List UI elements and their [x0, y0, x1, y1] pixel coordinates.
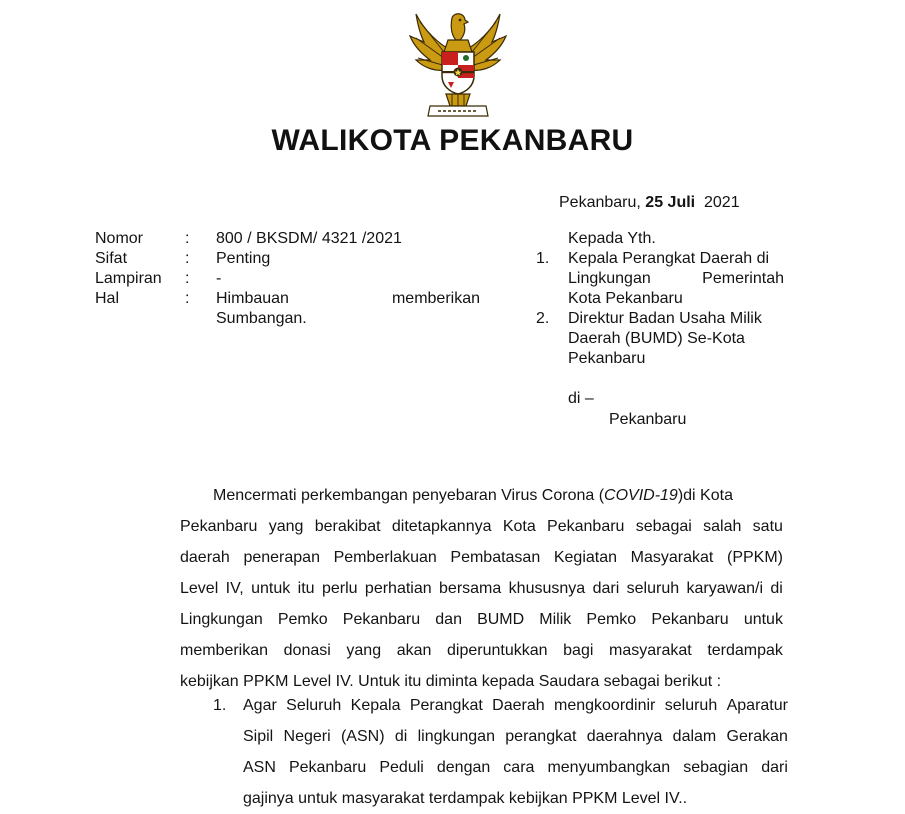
word: Kegiatan — [553, 549, 618, 566]
meta-value-sifat: Penting — [216, 250, 271, 267]
word: perhatian — [364, 580, 432, 597]
word: Milik — [539, 611, 572, 628]
word: ditetapkannya — [391, 518, 492, 535]
garuda-emblem-icon — [408, 12, 508, 120]
word: Kepala — [350, 697, 401, 714]
word: menyumbangkan — [547, 759, 671, 776]
word: Seluruh — [286, 697, 342, 714]
word: Pembatasan — [450, 549, 541, 566]
addressee-line: Daerah (BUMD) Se-Kota — [568, 330, 745, 347]
word: Pekanbaru — [342, 611, 421, 628]
word: memberikan — [180, 642, 269, 659]
addressee-di: di – — [568, 390, 594, 407]
body-line: kebijkan PPKM Level IV. Untuk itu diminta kepada Saudara sebagai berikut : — [180, 673, 722, 690]
word: khususnya — [508, 580, 586, 597]
meta-label: Nomor — [95, 230, 144, 247]
word: untuk — [743, 611, 783, 628]
word: bersama — [439, 580, 502, 597]
word: yang — [268, 518, 304, 535]
addressee-city: Pekanbaru — [609, 411, 687, 428]
word: berakibat — [314, 518, 381, 535]
word: Masyarakat — [630, 549, 714, 566]
word: IV, — [225, 580, 244, 597]
body-text-segment: Mencermati perkembangan penyebaran Virus Corona ( — [213, 487, 605, 504]
word: daerahnya — [586, 728, 663, 745]
addressee-word: Pemerintah — [702, 270, 784, 287]
meta-colon: : — [185, 230, 190, 247]
meta-colon: : — [185, 250, 190, 267]
meta-colon: : — [185, 270, 190, 287]
addressee-line — [568, 269, 784, 289]
word: Gerakan — [726, 728, 788, 745]
word: daerah — [180, 549, 230, 566]
word: diperuntukkan — [447, 642, 548, 659]
word: perlu — [321, 580, 358, 597]
word: (ASN) — [340, 728, 385, 745]
addressee-line: Kota Pekanbaru — [568, 290, 683, 307]
word: Pemko — [277, 611, 328, 628]
word: karyawan/i — [686, 580, 763, 597]
word: sebagian — [683, 759, 749, 776]
word: ASN — [243, 759, 276, 776]
word: di — [394, 728, 408, 745]
hal-line: Sumbangan. — [216, 310, 307, 327]
body-line — [180, 480, 783, 511]
word: Kota — [502, 518, 536, 535]
list-number: 1. — [213, 697, 227, 714]
word: dan — [435, 611, 462, 628]
addressee-line: Pekanbaru — [568, 350, 646, 367]
word: dalam — [672, 728, 717, 745]
addressee-number: 2. — [536, 310, 550, 327]
hal-word: Himbauan — [216, 290, 289, 307]
body-text — [213, 480, 733, 511]
addressee-line: Kepala Perangkat Daerah di — [568, 250, 770, 267]
word: BUMD — [477, 611, 525, 628]
word: Pekanbaru — [547, 518, 625, 535]
hal-line — [216, 289, 480, 309]
word: Negeri — [283, 728, 331, 745]
word: Pekanbaru — [651, 611, 729, 628]
letter-title: WALIKOTA PEKANBARU — [271, 124, 634, 157]
meta-label: Lampiran — [95, 270, 162, 287]
word: masyarakat — [609, 642, 692, 659]
meta-value-nomor: 800 / BKSDM/ 4321 /2021 — [216, 230, 402, 247]
body-line — [180, 511, 783, 542]
list-line — [243, 721, 788, 752]
body-line — [180, 542, 783, 573]
word: mengkoordinir — [554, 697, 656, 714]
letter-date — [559, 194, 740, 212]
body-line — [180, 573, 783, 604]
meta-value-hal — [216, 289, 480, 329]
word: dari — [592, 580, 620, 597]
addressee-heading: Kepada Yth. — [568, 230, 656, 247]
meta-colon: : — [185, 290, 190, 307]
word: Aparatur — [726, 697, 788, 714]
word: sebagai — [635, 518, 692, 535]
meta-label: Hal — [95, 290, 120, 307]
word: Sipil — [243, 728, 274, 745]
word: Level — [180, 580, 219, 597]
list-line: gajinya untuk masyarakat terdampak kebijkan PPKM Level IV.. — [243, 790, 688, 807]
word: akan — [396, 642, 432, 659]
body-line — [180, 635, 783, 666]
addressee-line: Direktur Badan Usaha Milik — [568, 310, 762, 327]
word: Pekanbaru — [180, 518, 258, 535]
word: Pemko — [586, 611, 637, 628]
word: Lingkungan — [180, 611, 263, 628]
word: bagi — [563, 642, 594, 659]
word: perangkat — [505, 728, 577, 745]
word: cara — [503, 759, 535, 776]
word: penerapan — [243, 549, 320, 566]
body-text-italic: COVID-19 — [604, 487, 678, 504]
hal-word: memberikan — [391, 290, 480, 307]
list-line — [243, 690, 788, 721]
word: untuk — [251, 580, 291, 597]
body-paragraph — [180, 480, 783, 697]
word: Pekanbaru — [288, 759, 367, 776]
body-text-segment: )di Kota — [677, 487, 733, 504]
date-place: Pekanbaru, — [559, 194, 641, 211]
word: seluruh — [626, 580, 680, 597]
list-item — [243, 690, 788, 814]
word: dengan — [436, 759, 491, 776]
word: salah — [703, 518, 742, 535]
word: Perangkat — [409, 697, 483, 714]
word: satu — [752, 518, 783, 535]
addressee-number: 1. — [536, 250, 550, 267]
addressee-lines — [568, 249, 784, 309]
body-line — [180, 604, 783, 635]
word: lingkungan — [417, 728, 495, 745]
word: itu — [297, 580, 315, 597]
word: terdampak — [707, 642, 783, 659]
addressee-lines — [568, 309, 784, 369]
word: Daerah — [492, 697, 545, 714]
word: (PPKM) — [726, 549, 783, 566]
date-day-month: 25 Juli — [645, 194, 696, 211]
addressee-word: Lingkungan — [568, 270, 651, 287]
word: di — [770, 580, 783, 597]
word: yang — [346, 642, 382, 659]
meta-value-lampiran: - — [216, 270, 222, 287]
word: dari — [761, 759, 788, 776]
word: seluruh — [664, 697, 718, 714]
date-year: 2021 — [704, 194, 740, 211]
word: donasi — [283, 642, 331, 659]
word: Pemberlakuan — [333, 549, 437, 566]
word: Agar — [243, 697, 277, 714]
list-line — [243, 752, 788, 783]
word: Peduli — [379, 759, 424, 776]
meta-label: Sifat — [95, 250, 128, 267]
